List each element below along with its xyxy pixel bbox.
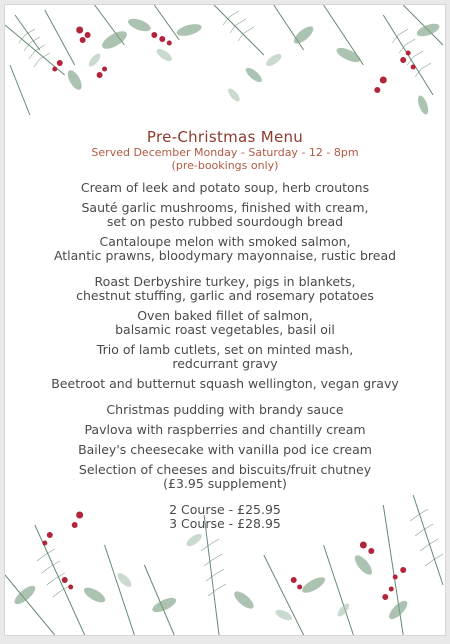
menu-item: Sauté garlic mushrooms, finished with cream,	[81, 200, 369, 215]
desserts-section	[5, 403, 445, 491]
menu-page	[4, 4, 446, 636]
menu-item-detail: redcurrant gravy	[172, 356, 278, 371]
menu-item: Cantaloupe melon with smoked salmon,	[99, 234, 351, 249]
menu-item: Cream of leek and potato soup, herb croutons	[80, 180, 370, 195]
menu-item-detail: (£3.95 supplement)	[163, 476, 287, 491]
menu-item: Christmas pudding with brandy sauce	[106, 402, 344, 417]
prices-section	[5, 503, 445, 531]
menu-item-detail: chestnut stuffing, garlic and rosemary potatoes	[76, 288, 374, 303]
mains-section	[5, 275, 445, 391]
menu-item-detail: balsamic roast vegetables, basil oil	[115, 322, 335, 337]
menu-item: Oven baked fillet of salmon,	[137, 308, 313, 323]
menu-item-detail: set on pesto rubbed sourdough bread	[106, 214, 344, 229]
menu-item: Bailey's cheesecake with vanilla pod ice cream	[78, 442, 372, 457]
menu-subtitle: Served December Monday - Saturday - 12 - 8pm	[91, 146, 359, 159]
price-two-course: 2 Course - £25.95	[169, 502, 281, 517]
starters-section	[5, 181, 445, 263]
menu-item: Selection of cheeses and biscuits/fruit chutney	[78, 462, 372, 477]
menu-item: Trio of lamb cutlets, set on minted mash,	[96, 342, 354, 357]
pine-berry-garland-top-icon	[5, 5, 445, 145]
menu-item: Beetroot and butternut squash wellington, vegan gravy	[51, 376, 399, 391]
menu-item-detail: Atlantic prawns, bloodymary mayonnaise, rustic bread	[53, 248, 397, 263]
menu-item: Pavlova with raspberries and chantilly cream	[84, 422, 366, 437]
menu-booking-note: (pre-bookings only)	[171, 159, 279, 172]
menu-content	[5, 129, 445, 531]
price-three-course: 3 Course - £28.95	[169, 516, 281, 531]
menu-title: Pre-Christmas Menu	[146, 128, 304, 146]
menu-item: Roast Derbyshire turkey, pigs in blankets,	[94, 274, 356, 289]
